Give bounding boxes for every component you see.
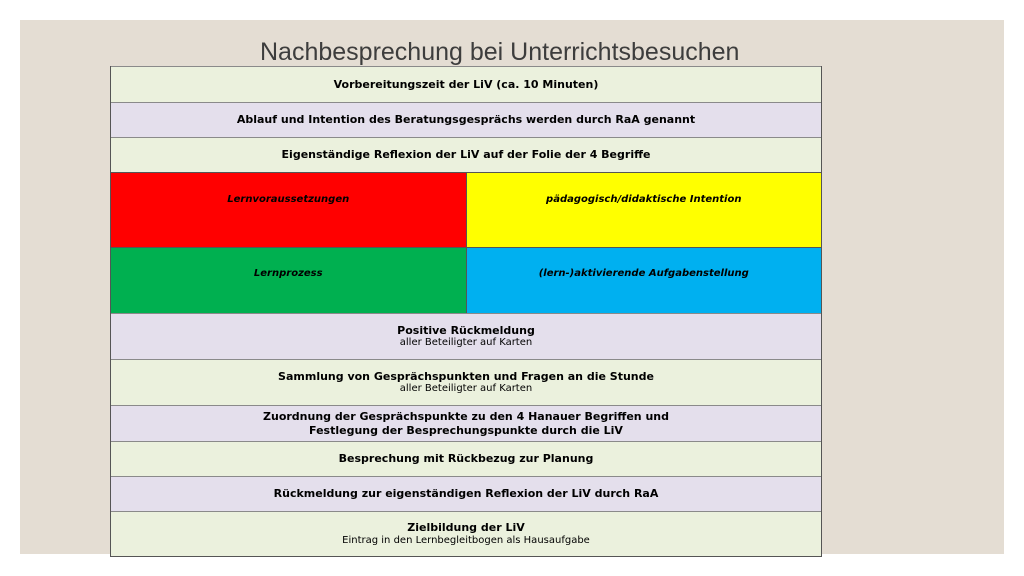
quadrant-row-top — [111, 172, 821, 247]
process-table — [110, 66, 822, 557]
slide-title: Nachbesprechung bei Unterrichtsbesuchen — [260, 38, 740, 66]
step-label-line2: Festlegung der Besprechungspunkte durch die LiV — [309, 423, 623, 437]
step-sublabel: aller Beteiligter auf Karten — [399, 337, 533, 349]
step-sublabel: Eintrag in den Lernbegleitbogen als Hausaufgabe — [342, 534, 590, 546]
step-collect-points — [111, 359, 821, 405]
step-discussion — [111, 441, 821, 476]
step-goal-setting — [111, 511, 821, 556]
step-label: Rückmeldung zur eigenständigen Reflexion der LiV durch RaA — [273, 487, 659, 501]
step-label: Zuordnung der Gesprächspunkte zu den 4 Hanauer Begriffen und — [263, 410, 669, 424]
step-positive-feedback — [111, 313, 821, 359]
step-label: Vorbereitungszeit der LiV (ca. 10 Minuten) — [333, 77, 599, 91]
step-procedure-intention — [111, 102, 821, 137]
step-sublabel: aller Beteiligter auf Karten — [399, 383, 533, 395]
quadrant-row-bottom — [111, 247, 821, 313]
step-label: Positive Rückmeldung — [397, 323, 535, 337]
quadrant-lernprozess: Lernprozess — [111, 248, 467, 313]
step-feedback-reflection — [111, 476, 821, 511]
step-label: Ablauf und Intention des Beratungsgesprächs werden durch RaA genannt — [236, 113, 696, 127]
step-label: Zielbildung der LiV — [407, 521, 525, 535]
step-label: Eigenständige Reflexion der LiV auf der Folie der 4 Begriffe — [281, 148, 651, 162]
step-self-reflection — [111, 137, 821, 172]
step-preparation-time — [111, 66, 821, 102]
step-label: Sammlung von Gesprächspunkten und Fragen an die Stunde — [278, 369, 654, 383]
step-assign-points — [111, 405, 821, 441]
quadrant-aufgabenstellung: (lern-)aktivierende Aufgabenstellung — [467, 248, 822, 313]
quadrant-intention: pädagogisch/didaktische Intention — [467, 173, 822, 247]
step-label: Besprechung mit Rückbezug zur Planung — [338, 452, 594, 466]
quadrant-lernvoraussetzungen: Lernvoraussetzungen — [111, 173, 467, 247]
